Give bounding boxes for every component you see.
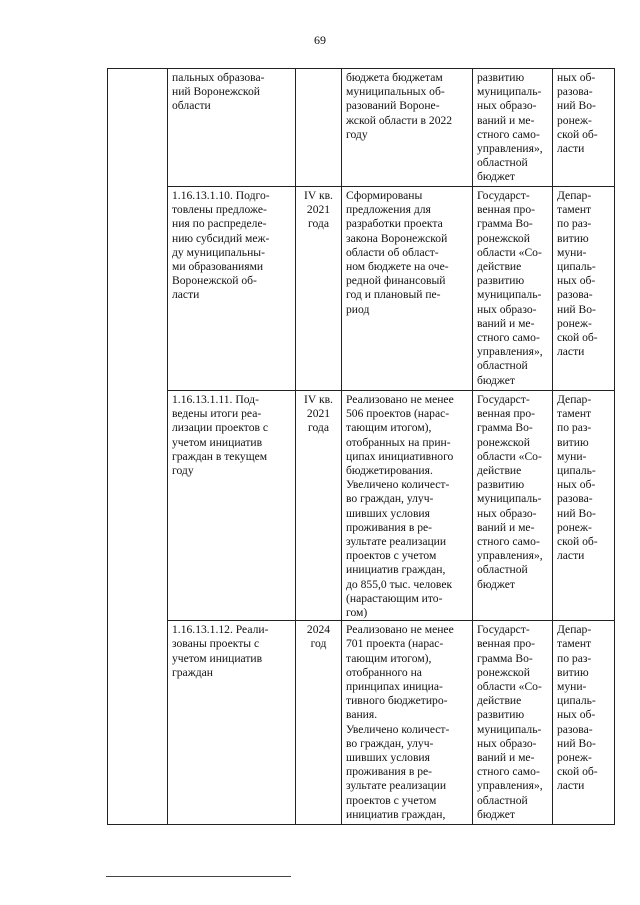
program-cell: Государст- венная про- грамма Во- ронежской области «Со- действие развитию муниципаль- ных образо- ваний и ме- стного само- управления», областной бюджет xyxy=(473,621,553,825)
executor-cell: Депар- тамент по раз- витию муни- ципаль- ных об- разова- ний Во- ронеж- ской об- ласти xyxy=(553,187,615,391)
term-cell: IV кв. 2021 года xyxy=(296,187,342,391)
measure-cell: 1.16.13.1.12. Реали- зованы проекты с учетом инициатив граждан xyxy=(168,621,296,825)
executor-cell: ных об- разова- ний Во- ронеж- ской об- ласти xyxy=(553,69,615,187)
table-row xyxy=(108,621,615,825)
program-cell: Государст- венная про- грамма Во- ронежской области «Со- действие развитию муниципаль- ных образо- ваний и ме- стного само- управления», областной бюджет xyxy=(473,187,553,391)
table-row xyxy=(108,391,615,621)
result-cell: Реализовано не менее 506 проектов (нарас- тающим итогом), отобранных на прин- ципах инициативного бюджетирования. Увеличено количест- во граждан, улуч- шивших условия проживания в ре- зультате реализации проектов с учетом инициатив граждан, до 855,0 тыс. человек (нарастающим ито- гом) xyxy=(342,391,473,621)
blank-cell xyxy=(108,69,168,825)
table-row xyxy=(108,187,615,391)
term-cell xyxy=(296,69,342,187)
measure-cell: 1.16.13.1.11. Под- ведены итоги реа- лизации проектов с учетом инициатив граждан в текущем году xyxy=(168,391,296,621)
term-cell: IV кв. 2021 года xyxy=(296,391,342,621)
table-row xyxy=(108,69,615,187)
program-cell: развитию муниципаль- ных образо- ваний и ме- стного само- управления», областной бюджет xyxy=(473,69,553,187)
program-cell: Государст- венная про- грамма Во- ронежской области «Со- действие развитию муниципаль- ных образо- ваний и ме- стного само- управления», областной бюджет xyxy=(473,391,553,621)
footer-divider xyxy=(106,876,291,877)
executor-cell: Депар- тамент по раз- витию муни- ципаль- ных об- разова- ний Во- ронеж- ской об- ласти xyxy=(553,621,615,825)
measures-table xyxy=(107,68,615,825)
measure-cell: пальных образова- ний Воронежской области xyxy=(168,69,296,187)
result-cell: Реализовано не менее 701 проекта (нарас- тающим итогом), отобранного на принципах инициа- тивного бюджетиро- вания. Увеличено количест- во граждан, улуч- шивших условия проживания в ре- зультате реализации проектов с учетом инициатив граждан, xyxy=(342,621,473,825)
result-cell: бюджета бюджетам муниципальных об- разований Вороне- жской области в 2022 году xyxy=(342,69,473,187)
result-cell: Сформированы предложения для разработки проекта закона Воронежской области об област- ном бюджете на оче- редной финансовый год и плановый пе- риод xyxy=(342,187,473,391)
term-cell: 2024 год xyxy=(296,621,342,825)
measure-cell: 1.16.13.1.10. Подго- товлены предложе- ния по распределе- нию субсидий меж- ду муниципальны- ми образованиями Воронежской об- ласти xyxy=(168,187,296,391)
executor-cell: Депар- тамент по раз- витию муни- ципаль- ных об- разова- ний Во- ронеж- ской об- ласти xyxy=(553,391,615,621)
page-number: 69 xyxy=(314,33,326,47)
